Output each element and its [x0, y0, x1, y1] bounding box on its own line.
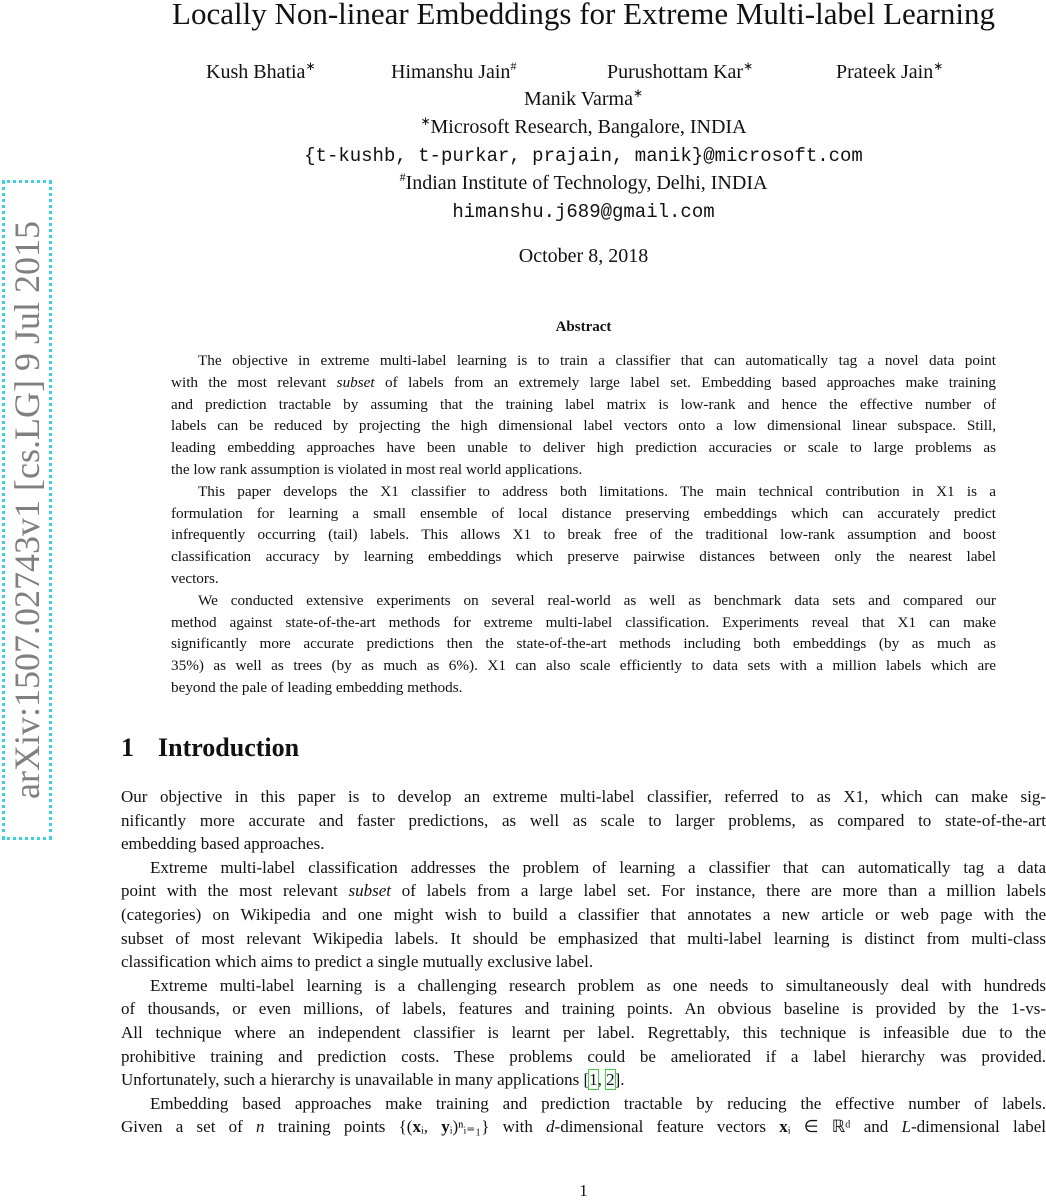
text-line: All technique where an independent classifier is learnt per label. Regrettably, this technique is infeasible due to the: [121, 1022, 1046, 1042]
date: October 8, 2018: [518, 245, 649, 267]
paragraph: [171, 350, 996, 481]
text-line: embedding based approaches.: [121, 834, 325, 854]
author-mark: ∗: [743, 59, 754, 73]
author-name: Purushottam Kar: [607, 61, 744, 83]
paragraph: [121, 785, 1046, 856]
text-line: Extreme multi-label classification addresses the problem of learning a classifier that can automatically tag a data: [150, 857, 1046, 877]
paper-title: Locally Non-linear Embeddings for Extreme Multi-label Learning: [172, 0, 995, 31]
text-line: We conducted extensive experiments on several real-world as well as benchmark data sets and compared our: [198, 591, 996, 609]
author: [391, 61, 516, 84]
text-line: Unfortunately, such a hierarchy is unavailable in many applications [1, 2].: [121, 1070, 625, 1090]
paragraph: [171, 481, 996, 590]
text-line: This paper develops the X1 classifier to address both limitations. The main technical contribution in X1 is a: [198, 482, 996, 500]
text-line: Embedding based approaches make training and prediction tractable by reducing the effective number of labels.: [150, 1093, 1046, 1113]
text-line: (categories) on Wikipedia and one might wish to build a classifier that annotates a new article or web page with the: [121, 904, 1046, 924]
text-line: prohibitive training and prediction costs. These problems could be ameliorated if a label hierarchy was provided.: [121, 1046, 1046, 1066]
text-line: method against state-of-the-art methods for extreme multi-label classification. Experiments reveal that X1 can make: [171, 613, 996, 631]
author-mark: #: [510, 59, 517, 73]
paragraph: [121, 856, 1046, 974]
affiliation: [121, 172, 1046, 195]
text-line: classification accuracy by learning embeddings which preserve pairwise distances between only the nearest label: [171, 548, 996, 566]
paragraph: [121, 1092, 1046, 1139]
text-line: the low rank assumption is violated in most real world applications.: [171, 460, 583, 478]
text-line: with the most relevant subset of labels from an extremely large label set. Embedding based approaches make training: [171, 373, 997, 391]
text-line: Extreme multi-label learning is a challenging research problem as one needs to simultaneously deal with hundreds: [150, 975, 1046, 995]
author-mark: ∗: [305, 59, 316, 73]
text-line: Given a set of n training points {(xᵢ, yᵢ)ⁿᵢ₌₁} with d-dimensional feature vectors xᵢ ∈ ℝᵈ and L-dimensional label: [121, 1117, 1046, 1137]
affiliation: [121, 116, 1046, 139]
text-line: leading embedding approaches have been unable to deliver high prediction accuracies or scale to large problems as: [171, 439, 996, 457]
email: himanshu.j689@gmail.com: [452, 201, 715, 223]
section-number: 1: [121, 733, 134, 762]
text-line: nificantly more accurate and faster predictions, as well as scale to larger problems, as compared to state-of-the-art: [121, 810, 1046, 830]
paragraph: [171, 590, 996, 699]
abstract: [171, 350, 996, 699]
text-line: labels can be reduced by projecting the high dimensional label vectors onto a low dimensional linear subspace. Still,: [171, 417, 996, 435]
author-list: [121, 61, 1046, 87]
author: [206, 61, 316, 84]
affiliation-mark: #: [399, 170, 406, 184]
author: [836, 61, 943, 84]
body-text: [121, 785, 1046, 1139]
arxiv-stamp[interactable]: [2, 180, 52, 840]
text-line: infrequently occurring (tail) labels. This allows X1 to break free of the traditional low-rank assumption and boost: [171, 526, 996, 544]
author: [607, 61, 753, 84]
text-line: point with the most relevant subset of labels from a large label set. For instance, there are more than a million labels: [121, 881, 1046, 901]
paragraph: [121, 974, 1046, 1092]
text-line: subset of most relevant Wikipedia labels. It should be emphasized that multi-label learning is distinct from multi-class: [121, 928, 1046, 948]
affiliation-text: Microsoft Research, Bangalore, INDIA: [430, 116, 747, 138]
arxiv-id: arXiv:1507.02743v1 [cs.LG] 9 Jul 2015: [7, 221, 47, 799]
affiliation-text: Indian Institute of Technology, Delhi, INDIA: [405, 172, 768, 194]
text-line: and prediction tractable by assuming that the training label matrix is low-rank and hence the effective number of: [171, 395, 996, 413]
abstract-heading: Abstract: [555, 319, 612, 335]
author-name: Himanshu Jain: [391, 61, 511, 83]
text-line: formulation for learning a small ensemble of local distance preserving embeddings which can accurately predict: [171, 504, 996, 522]
text-line: significantly more accurate predictions then the state-of-the-art methods including both embeddings (by as much as: [171, 635, 996, 653]
text-line: classification which aims to predict a single mutually exclusive label.: [121, 952, 594, 972]
author-name: Manik Varma: [523, 88, 633, 110]
text-line: 35%) as well as trees (by as much as 6%). X1 can also scale efficiently to data sets with a million labels which are: [171, 657, 996, 675]
text-line: vectors.: [171, 569, 219, 587]
text-line: Our objective in this paper is to develop an extreme multi-label classifier, referred to as X1, which can make sig-: [121, 787, 1046, 806]
text-line: of thousands, or even millions, of labels, features and training points. An obvious baseline is provided by the 1-vs-: [121, 999, 1046, 1019]
author-mark: ∗: [633, 86, 644, 100]
text-line: The objective in extreme multi-label learning is to train a classifier that can automatically tag a novel data point: [198, 352, 996, 369]
affiliation-mark: ∗: [420, 114, 431, 128]
author-name: Kush Bhatia: [206, 61, 306, 83]
section-title: Introduction: [158, 733, 300, 762]
page-number: 1: [579, 1181, 588, 1200]
author: [121, 88, 1046, 111]
author-name: Prateek Jain: [836, 61, 934, 83]
email-list: {t-kushb, t-purkar, prajain, manik}@microsoft.com: [304, 145, 863, 167]
author-mark: ∗: [933, 59, 944, 73]
text-line: beyond the pale of leading embedding methods.: [171, 678, 463, 696]
section-heading: [121, 733, 299, 763]
